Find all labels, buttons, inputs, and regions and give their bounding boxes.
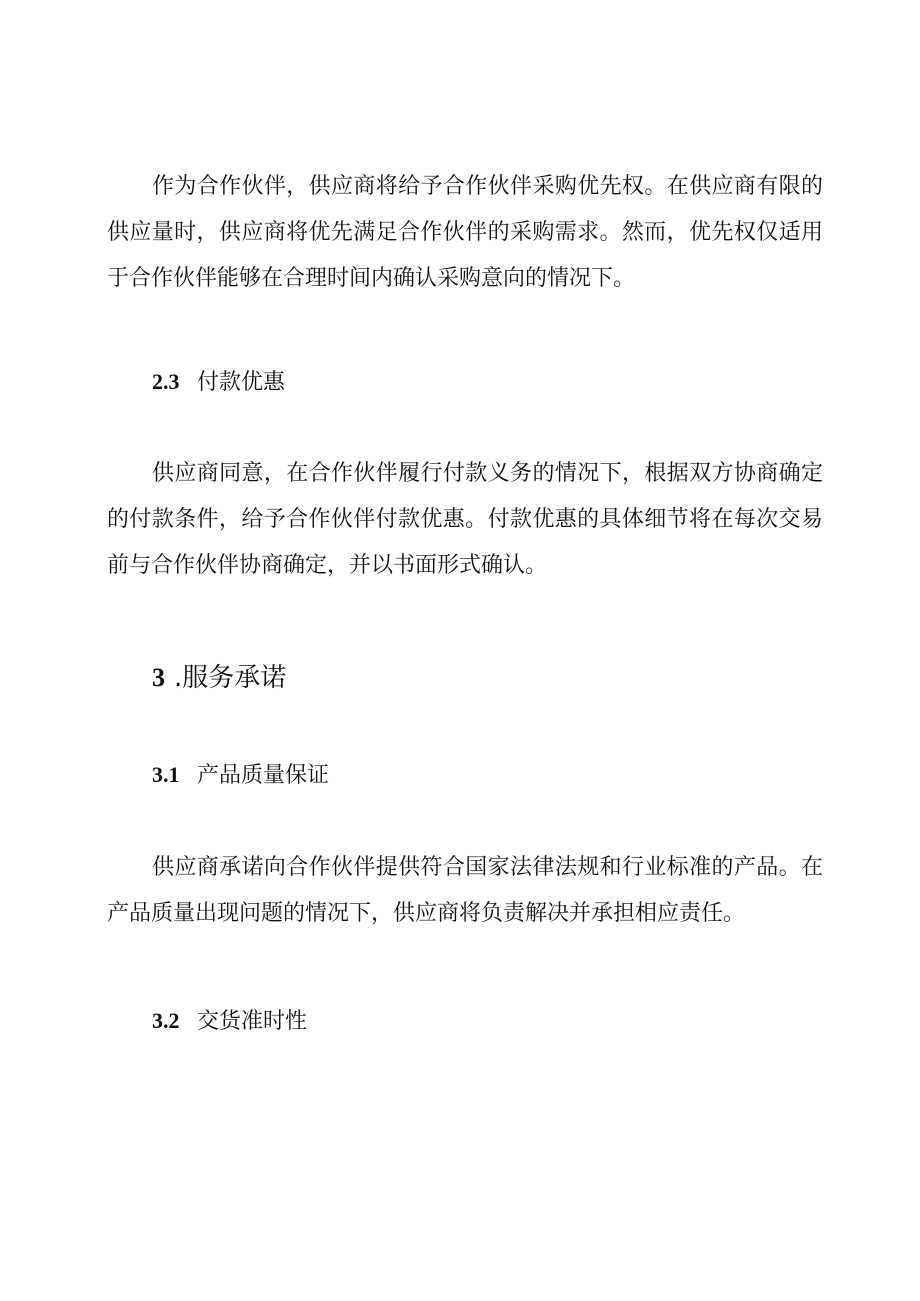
subheading-3-2-number: 3.2: [152, 1008, 180, 1033]
subheading-3-1-title: 产品质量保证: [197, 763, 330, 788]
heading-3-number: 3: [152, 663, 165, 692]
subheading-3-1-number: 3.1: [152, 762, 180, 787]
paragraph-payment-discount: 供应商同意，在合作伙伴履行付款义务的情况下，根据双方协商确定的付款条件，给予合作伙伴付款优惠。付款优惠的具体细节将在每次交易前与合作伙伴协商确定，并以书面形式确认。: [107, 461, 823, 578]
subheading-3-2: [152, 1006, 307, 1037]
subheading-2-3-title: 付款优惠: [197, 370, 286, 395]
subheading-2-3: [152, 367, 285, 398]
heading-3-title: .服务承诺: [174, 663, 287, 693]
heading-3: [152, 661, 286, 695]
subheading-3-1: [152, 760, 329, 791]
subheading-2-3-number: 2.3: [152, 369, 180, 394]
subheading-3-2-title: 交货准时性: [197, 1009, 308, 1034]
paragraph-purchase-priority: 作为合作伙伴，供应商将给予合作伙伴采购优先权。在供应商有限的供应量时，供应商将优先满足合作伙伴的采购需求。然而，优先权仅适用于合作伙伴能够在合理时间内确认采购意向的情况下。: [107, 174, 823, 291]
paragraph-quality-assurance: 供应商承诺向合作伙伴提供符合国家法律法规和行业标准的产品。在产品质量出现问题的情况下，供应商将负责解决并承担相应责任。: [107, 855, 823, 926]
